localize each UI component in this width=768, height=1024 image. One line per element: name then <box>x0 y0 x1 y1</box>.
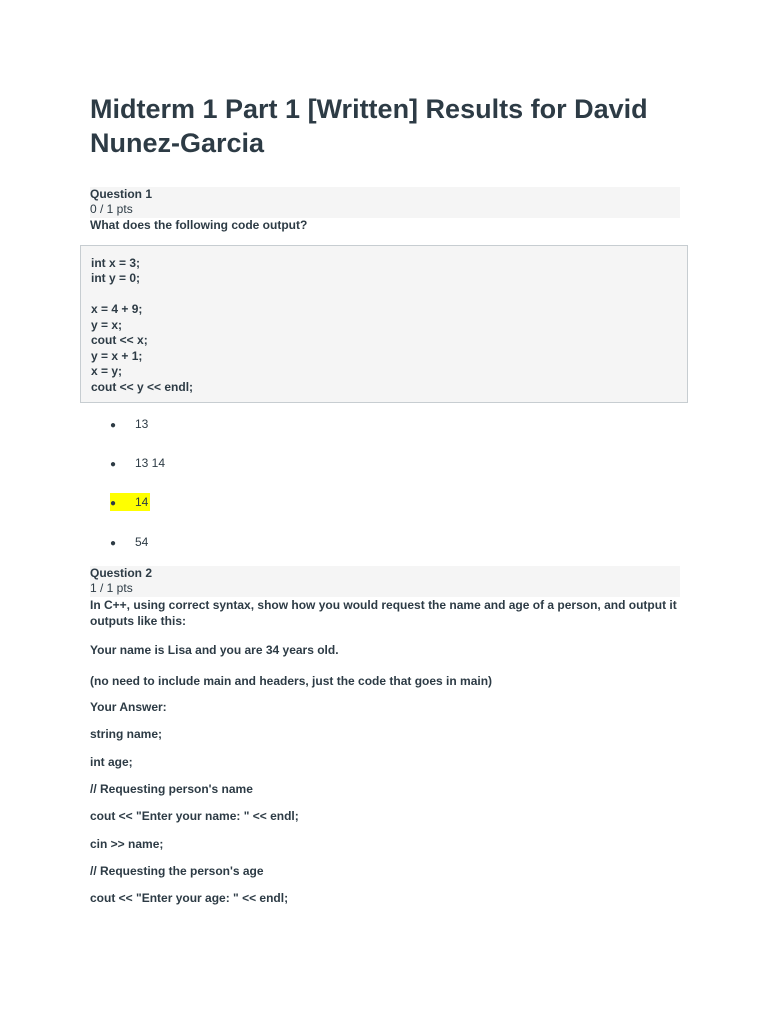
answer-option-4 <box>110 533 148 551</box>
question-1-points: 0 / 1 pts <box>90 202 133 216</box>
answer-line: string name; <box>90 727 163 741</box>
answer-line: // Requesting the person's age <box>90 864 264 878</box>
question-2-header <box>90 566 680 597</box>
code-line: x = y; <box>91 364 123 378</box>
code-line: int y = 0; <box>91 271 141 285</box>
code-line: x = 4 + 9; <box>91 302 143 316</box>
code-line: y = x; <box>91 318 123 332</box>
answer-option-label: 54 <box>135 535 149 549</box>
answer-option-label: 13 14 <box>135 456 166 470</box>
answer-line: cout << "Enter your age: " << endl; <box>90 891 289 905</box>
question-1-prompt: What does the following code output? <box>90 218 308 232</box>
code-line: y = x + 1; <box>91 349 143 363</box>
code-block <box>80 245 688 403</box>
answer-option-label: 14 <box>135 495 149 509</box>
question-2-prompt: In C++, using correct syntax, show how you would request the name and age of a person, and output it outputs like this: <box>90 598 677 628</box>
answer-line: cin >> name; <box>90 837 164 851</box>
question-1-title: Question 1 <box>90 187 153 201</box>
bullet-icon: ● <box>110 498 117 509</box>
bullet-icon: ● <box>110 420 117 431</box>
bullet-icon: ● <box>110 459 117 470</box>
answer-option-1 <box>110 415 148 433</box>
question-1-header <box>90 187 680 218</box>
page-title: Midterm 1 Part 1 [Written] Results for David Nunez-Garcia <box>90 94 648 158</box>
question-2-title: Question 2 <box>90 566 153 580</box>
answer-line: cout << "Enter your name: " << endl; <box>90 809 299 823</box>
answer-option-label: 13 <box>135 417 149 431</box>
answer-option-2 <box>110 454 165 472</box>
code-line: int x = 3; <box>91 256 141 270</box>
question-2-points: 1 / 1 pts <box>90 581 133 595</box>
answer-line: int age; <box>90 755 133 769</box>
code-line: cout << x; <box>91 333 148 347</box>
answer-line: // Requesting person's name <box>90 782 253 796</box>
answer-option-3-selected <box>110 493 150 511</box>
answer-label: Your Answer: <box>90 700 167 714</box>
code-line: cout << y << endl; <box>91 380 194 394</box>
question-2-example-output: Your name is Lisa and you are 34 years old. <box>90 643 339 657</box>
bullet-icon: ● <box>110 538 117 549</box>
question-2-note: (no need to include main and headers, just the code that goes in main) <box>90 674 493 688</box>
